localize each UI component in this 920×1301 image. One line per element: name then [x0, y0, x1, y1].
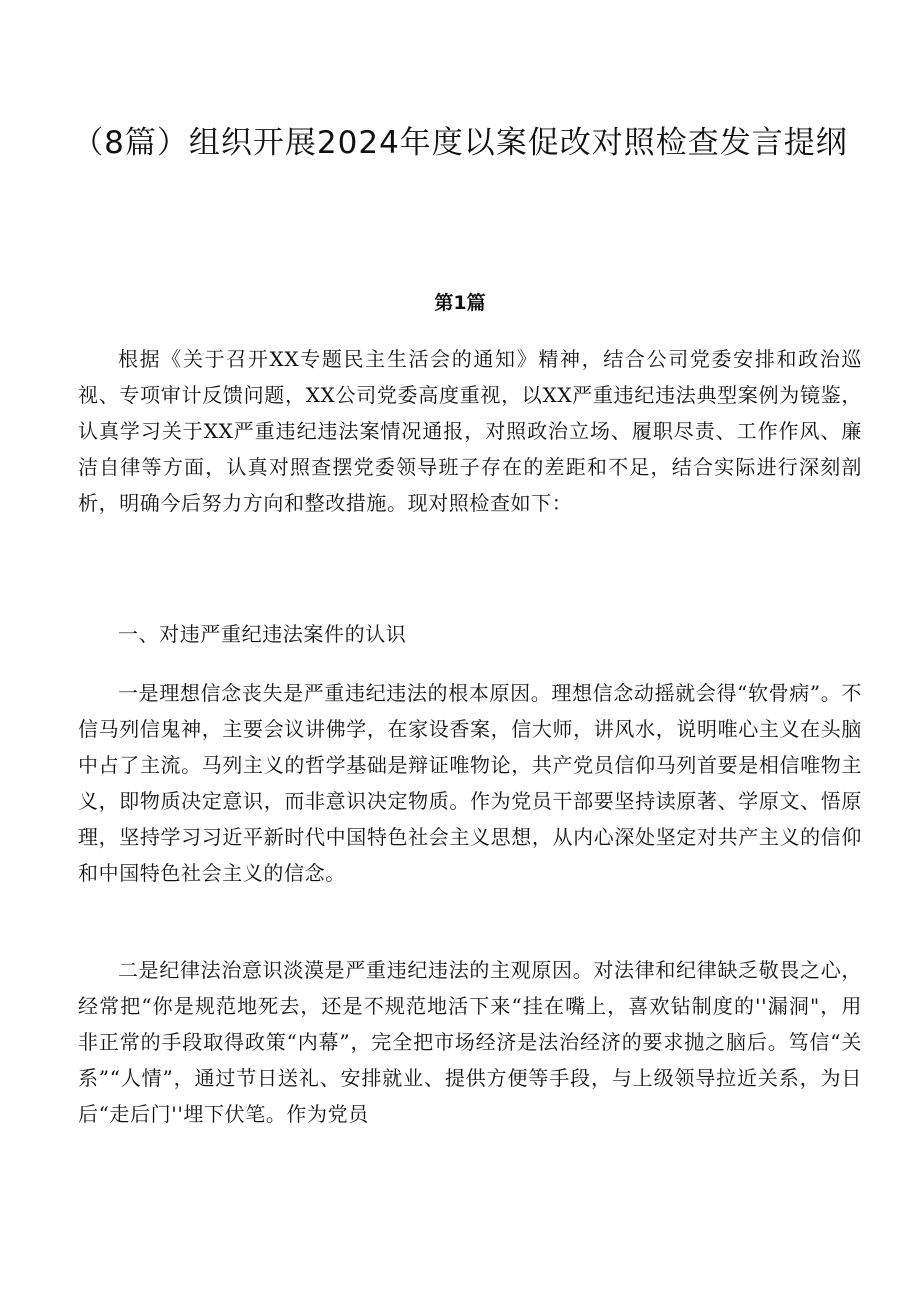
- section-heading: 第1篇: [434, 292, 486, 314]
- body-paragraph-1: 一是理想信念丧失是严重违纪违法的根本原因。理想信念动摇就会得“软骨病”。不信马列信鬼神，主要会议讲佛学，在家设香案，信大师，讲风水，说明唯心主义在头脑中占了主流。马列主义的哲学基础是辩证唯物论，共产党员信仰马列首要是相信唯物主义，即物质决定意识，而非意识决定物质。作为党员干部要坚持读原著、学原文、悟原理，坚持学习习近平新时代中国特色社会主义思想，从内心深处坚定对共产主义的信仰和中国特色社会主义的信念。: [78, 681, 862, 885]
- body-paragraph-2: 二是纪律法治意识淡漠是严重违纪违法的主观原因。对法律和纪律缺乏敬畏之心，经常把“你是规范地死去，还是不规范地活下来“挂在嘴上，喜欢钻制度的''漏洞"，用非正常的手段取得政策“内幕”，完全把市场经济是法治经济的要求抛之脑后。笃信“关系”“人情”，通过节日送礼、安排就业、提供方便等手段，与上级领导拉近关系，为日后“走后门''埋下伏笔。作为党员: [78, 958, 862, 1126]
- document-title: （8篇）组织开展2024年度以案促改对照检查发言提纲: [72, 125, 848, 161]
- subheading-paragraph: 一、对违严重纪违法案件的认识: [118, 622, 407, 646]
- intro-paragraph: 根据《关于召开XX专题民主生活会的通知》精神，结合公司党委安排和政治巡视、专项审计反馈问题，XX公司党委高度重视，以XX严重违纪违法典型案例为镜鉴，认真学习关于XX严重违纪违法案情况通报，对照政治立场、履职尽责、工作作风、廉洁自律等方面，认真对照查摆党委领导班子存在的差距和不足，结合实际进行深刻剖析，明确今后努力方向和整改措施。现对照检查如下：: [78, 347, 862, 515]
